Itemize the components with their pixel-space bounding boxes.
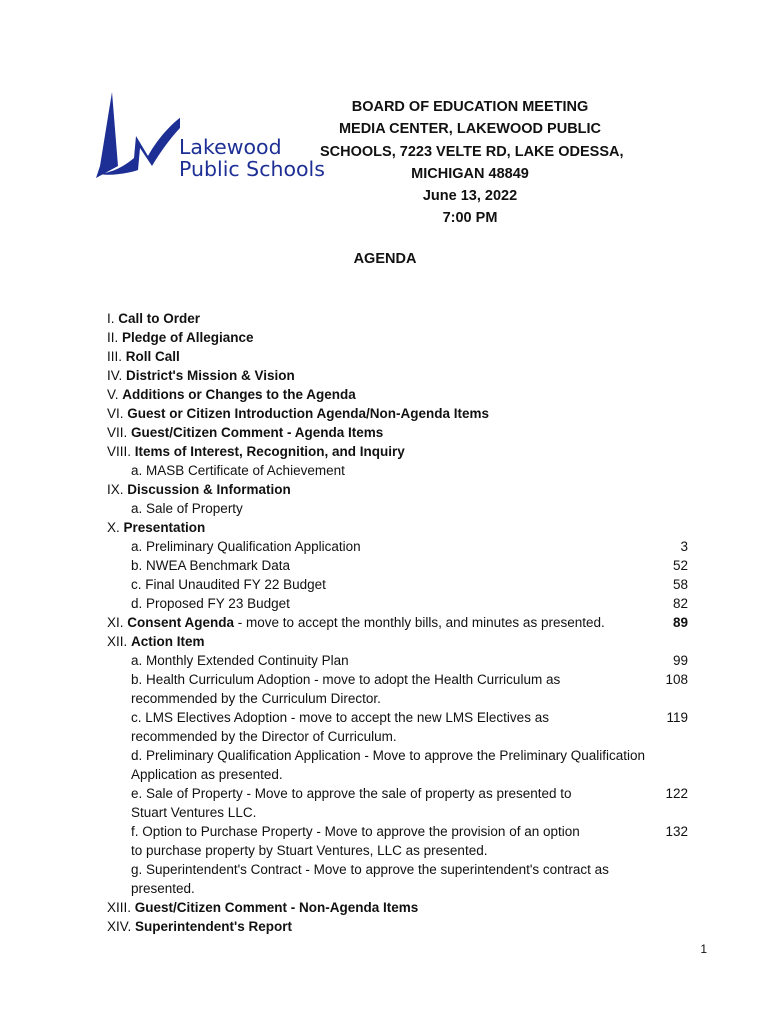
sub-item-preliminary-qualification-approval-cont: Application as presented.	[131, 767, 283, 782]
item-number: II.	[107, 330, 119, 345]
sub-item-nwea-benchmark: b. NWEA Benchmark Data	[131, 558, 291, 573]
page-ref: 58	[672, 577, 688, 592]
item-number: V.	[107, 387, 119, 402]
agenda-item-call-to-order	[107, 309, 200, 328]
sub-item-option-to-purchase-cont: to purchase property by Stuart Ventures, LLC as presented.	[131, 843, 488, 858]
logo-text-lakewood: Lakewood	[179, 135, 282, 159]
sub-item-sale-of-property: a. Sale of Property	[131, 501, 243, 516]
sub-item-proposed-budget: d. Proposed FY 23 Budget	[131, 596, 290, 611]
item-number: VIII.	[107, 444, 132, 459]
agenda-item-guest-comment-non-agenda	[107, 898, 418, 917]
agenda-item-superintendent-report	[107, 917, 292, 936]
sub-item-sale-of-property-approval: e. Sale of Property - Move to approve the sale of property as presented to	[131, 786, 572, 801]
item-title: Guest/Citizen Comment - Agenda Items	[131, 425, 384, 440]
sub-item-preliminary-qualification-approval: d. Preliminary Qualification Application - Move to approve the Preliminary Qualification	[131, 748, 645, 763]
item-title: Superintendent's Report	[135, 919, 293, 934]
sub-item-superintendent-contract: g. Superintendent's Contract - Move to approve the superintendent's contract as	[131, 862, 609, 877]
item-title: Pledge of Allegiance	[122, 330, 254, 345]
agenda-item-mission-vision	[107, 366, 295, 385]
item-title: Consent Agenda	[127, 615, 235, 630]
item-number: IV.	[107, 368, 123, 383]
item-number: I.	[107, 311, 115, 326]
school-logo	[90, 86, 325, 186]
item-title: Additions or Changes to the Agenda	[122, 387, 356, 402]
agenda-item-presentation	[107, 518, 205, 537]
item-number: XIII.	[107, 900, 132, 915]
agenda-item-consent-agenda	[107, 613, 605, 632]
agenda-item-discussion-information	[107, 480, 291, 499]
item-number: III.	[107, 349, 123, 364]
item-title: Roll Call	[125, 349, 180, 364]
item-title: Call to Order	[118, 311, 201, 326]
sub-item-superintendent-contract-cont: presented.	[131, 881, 195, 896]
logo-text-public-schools: Public Schools	[179, 157, 325, 181]
sub-item-sale-of-property-approval-cont: Stuart Ventures LLC.	[131, 805, 257, 820]
lakewood-lw-mark-icon	[90, 86, 180, 181]
page-ref: 52	[672, 558, 688, 573]
item-title: District's Mission & Vision	[126, 368, 295, 383]
page-ref: 122	[665, 786, 688, 801]
page-ref: 89	[672, 615, 688, 630]
sub-item-option-to-purchase: f. Option to Purchase Property - Move to approve the provision of an option	[131, 824, 580, 839]
sub-item-final-unaudited-budget: c. Final Unaudited FY 22 Budget	[131, 577, 326, 592]
item-title: Action Item	[131, 634, 205, 649]
sub-item-health-curriculum-cont: recommended by the Curriculum Director.	[131, 691, 381, 706]
sub-item-lms-electives: c. LMS Electives Adoption - move to accept the new LMS Electives as	[131, 710, 549, 725]
sub-item-continuity-plan: a. Monthly Extended Continuity Plan	[131, 653, 349, 668]
item-number: VI.	[107, 406, 124, 421]
item-number: XI.	[107, 615, 124, 630]
page-ref: 99	[672, 653, 688, 668]
header-time: 7:00 PM	[442, 210, 498, 226]
agenda-item-action-item	[107, 632, 205, 651]
page-ref: 132	[665, 824, 688, 839]
header-date: June 13, 2022	[422, 188, 518, 204]
sub-item-masb-certificate: a. MASB Certificate of Achievement	[131, 463, 345, 478]
agenda-item-guest-introduction	[107, 404, 489, 423]
sub-item-lms-electives-cont: recommended by the Director of Curriculum.	[131, 729, 397, 744]
header-title-line-4: MICHIGAN 48849	[411, 166, 529, 182]
item-number: VII.	[107, 425, 128, 440]
item-title: Guest or Citizen Introduction Agenda/Non-Agenda Items	[127, 406, 490, 421]
page-number: 1	[700, 942, 707, 956]
agenda-item-guest-comment-agenda	[107, 423, 383, 442]
header-title-line-1: BOARD OF EDUCATION MEETING	[351, 99, 589, 115]
item-number: X.	[107, 520, 120, 535]
page-ref: 119	[666, 710, 688, 725]
item-title: Guest/Citizen Comment - Non-Agenda Items	[134, 900, 419, 915]
page-ref: 82	[672, 596, 688, 611]
item-title: Items of Interest, Recognition, and Inquiry	[134, 444, 405, 459]
page-ref: 108	[665, 672, 688, 687]
item-number: XIV.	[107, 919, 132, 934]
agenda-item-roll-call	[107, 347, 180, 366]
page-ref: 3	[680, 539, 688, 554]
agenda-item-additions-changes	[107, 385, 356, 404]
item-number: IX.	[107, 482, 124, 497]
item-description: - move to accept the monthly bills, and minutes as presented.	[234, 615, 605, 630]
header-title-line-3: SCHOOLS, 7223 VELTE RD, LAKE ODESSA,	[320, 144, 624, 160]
item-title: Discussion & Information	[127, 482, 291, 497]
agenda-item-pledge	[107, 328, 254, 347]
header-title-line-2: MEDIA CENTER, LAKEWOOD PUBLIC	[338, 121, 602, 137]
agenda-title: AGENDA	[353, 251, 417, 267]
item-number: XII.	[107, 634, 128, 649]
sub-item-preliminary-qualification: a. Preliminary Qualification Application	[131, 539, 361, 554]
agenda-item-items-of-interest	[107, 442, 405, 461]
sub-item-health-curriculum: b. Health Curriculum Adoption - move to adopt the Health Curriculum as	[131, 672, 561, 687]
item-title: Presentation	[123, 520, 206, 535]
